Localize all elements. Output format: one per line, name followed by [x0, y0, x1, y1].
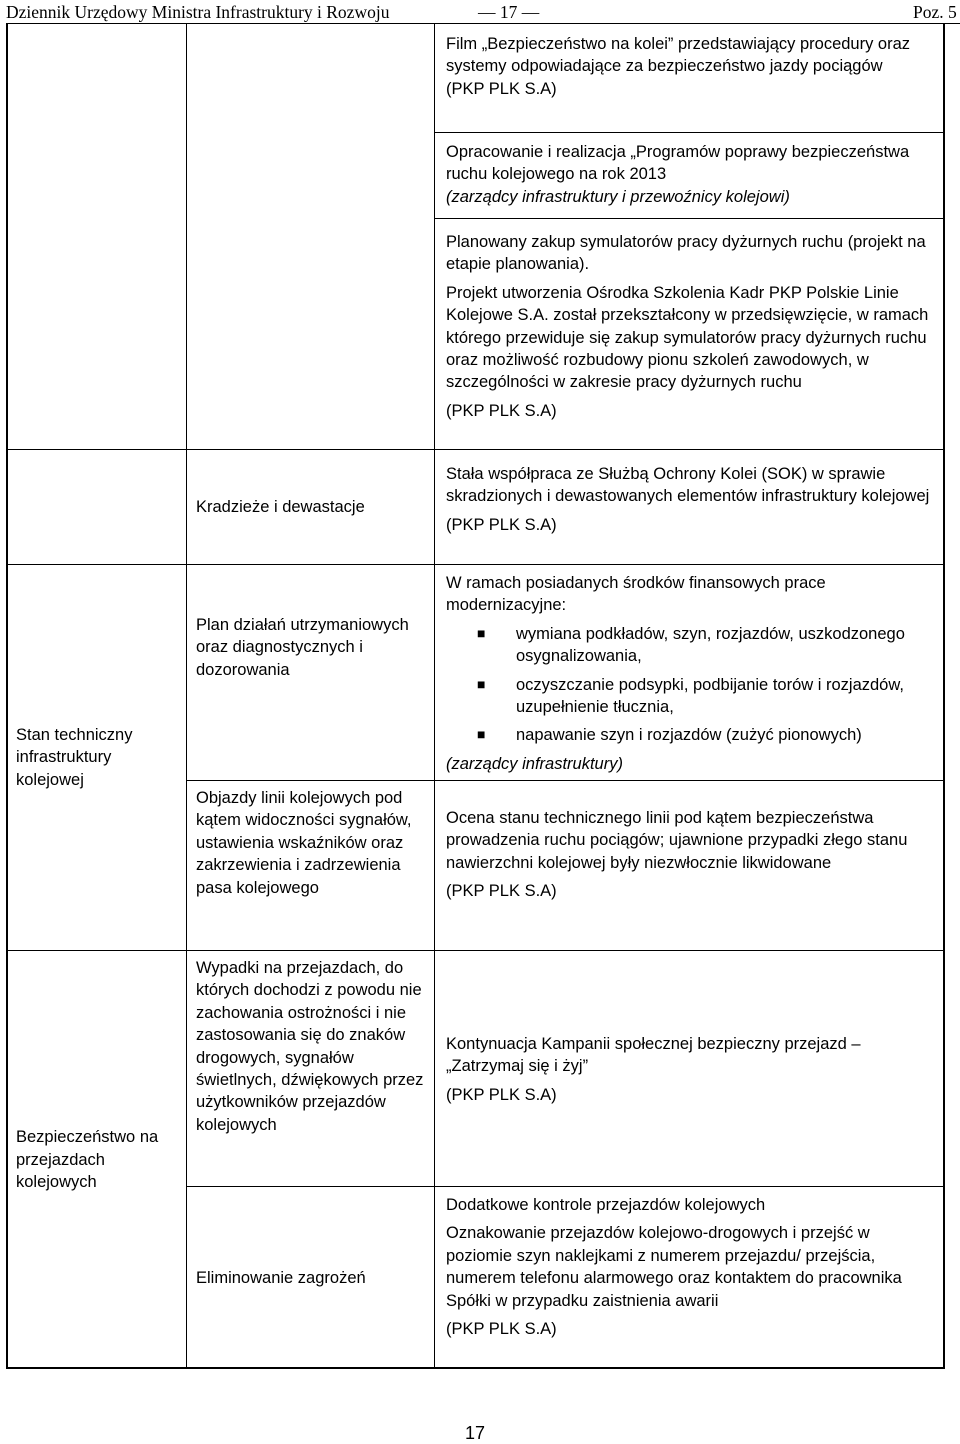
- film-responsible: (PKP PLK S.A): [446, 79, 557, 98]
- maintenance-responsible: (zarządcy infrastruktury): [446, 754, 623, 773]
- row-rule: [6, 449, 945, 450]
- crossing-responsible: (PKP PLK S.A): [446, 1085, 557, 1104]
- square-bullet-icon: ■: [477, 675, 486, 692]
- list-item: ■ oczyszczanie podsypki, podbijanie torów i rozjazdów, uzupełnienie tłucznia,: [477, 675, 904, 717]
- crossing-threat: Wypadki na przejazdach, do których dochodzi z powodu nie zachowania ostrożności i nie zastosowania się do znaków drogowych, sygnałów świetlnych, dźwiękowych przez użytkowników przejazdów kolejowych: [196, 959, 424, 1134]
- film-action: Film „Bezpieczeństwo na kolei” przedstawiający procedury oraz systemy odpowiadające za bezpieczeństwo jazdy pociągów: [446, 35, 911, 76]
- inspection-action: Ocena stanu technicznego linii pod kątem bezpieczeństwa prowadzenia ruchu pociągów; ujawnione przypadki złego stanu nawierzchni kolejowej były niezwłocznie likwidowane: [446, 809, 908, 872]
- simulators-project: Projekt utworzenia Ośrodka Szkolenia Kadr PKP Polskie Linie Kolejowe S.A. został przekształcony w przedsięwzięcie, w ramach którego przewiduje się zakup symulatorów pracy dyżurnych ruchu oraz możliwość rozbudowy pionu szkoleń zawodowych, w szczególności w zakresie pracy dyżurnych ruchu: [446, 283, 929, 392]
- film-cell: [446, 33, 936, 100]
- maintenance-threat: Plan działań utrzymaniowych oraz diagnostycznych i dozorowania: [196, 616, 409, 679]
- theft-action-cell: [446, 463, 940, 536]
- crossing-threat-cell: [196, 957, 428, 1136]
- elimination-marking: Oznakowanie przejazdów kolejowo-drogowych i przejść w poziomie szyn naklejkami z numerem przejazdu/ przejścia, numerem telefonu alarmowego oraz kontaktem do pracownika Spółki w przypadku zaistnienia awarii: [446, 1224, 902, 1310]
- row-rule: [186, 780, 945, 781]
- area-crossings: Bezpieczeństwo na przejazdach kolejowych: [16, 1128, 159, 1192]
- journal-title: Dziennik Urzędowy Ministra Infrastruktury i Rozwoju: [6, 2, 390, 22]
- maintenance-action-cell: [446, 572, 940, 775]
- elimination-threat-cell: [196, 1187, 428, 1369]
- inspection-action-cell: [446, 807, 940, 903]
- simulators-cell: [446, 231, 940, 422]
- programs-action: Opracowanie i realizacja „Programów poprawy bezpieczeństwa ruchu kolejowego na rok 2013: [446, 143, 910, 184]
- col-divider-1: [186, 24, 187, 1369]
- simulators-responsible: (PKP PLK S.A): [446, 401, 557, 420]
- inspection-responsible: (PKP PLK S.A): [446, 882, 557, 901]
- inspection-threat: Objazdy linii kolejowych pod kątem widoczności sygnałów, ustawienia wskaźników oraz zakrzewienia i zadrzewienia pasa kolejowego: [196, 789, 412, 897]
- header-position: Poz. 5: [913, 2, 957, 22]
- maintenance-threat-cell: [196, 614, 428, 681]
- list-item: ■ napawanie szyn i rozjazdów (zużyć pionowych): [477, 726, 862, 745]
- area-technical-cell: [16, 565, 182, 950]
- theft-threat: Kradzieże i dewastacje: [196, 497, 365, 516]
- footer-page-number: 17: [465, 1423, 486, 1443]
- col-divider-2: [434, 24, 435, 1369]
- theft-threat-cell: [196, 450, 428, 564]
- maintenance-list: [446, 623, 940, 747]
- area-technical: Stan techniczny infrastruktury kolejowej: [16, 725, 133, 789]
- elimination-checks: Dodatkowe kontrole przejazdów kolejowych: [446, 1196, 766, 1214]
- theft-responsible: (PKP PLK S.A): [446, 515, 557, 534]
- header-page-number: — 17 —: [478, 2, 540, 22]
- programs-cell: [446, 141, 936, 208]
- elimination-action-cell: [446, 1194, 940, 1340]
- crossing-action-cell: [446, 1033, 940, 1106]
- elimination-responsible: (PKP PLK S.A): [446, 1320, 557, 1339]
- maintenance-intro: W ramach posiadanych środków finansowych prace modernizacyjne:: [446, 574, 826, 615]
- theft-action: Stała współpraca ze Służbą Ochrony Kolei (SOK) w sprawie skradzionych i dewastowanych elementów infrastruktury kolejowej: [446, 465, 930, 506]
- square-bullet-icon: ■: [477, 624, 486, 641]
- elimination-threat: Eliminowanie zagrożeń: [196, 1268, 366, 1287]
- square-bullet-icon: ■: [477, 726, 486, 743]
- crossing-action: Kontynuacja Kampanii społecznej bezpieczny przejazd – „Zatrzymaj się i żyj”: [446, 1035, 861, 1076]
- page-header: [0, 0, 960, 24]
- list-item: ■ wymiana podkładów, szyn, rozjazdów, uszkodzonego osygnalizowania,: [477, 624, 905, 666]
- inspection-threat-cell: [196, 787, 428, 899]
- area-crossings-cell: [16, 951, 182, 1369]
- simulators-plan: Planowany zakup symulatorów pracy dyżurnych ruchu (projekt na etapie planowania).: [446, 233, 926, 274]
- programs-responsible: (zarządcy infrastruktury i przewoźnicy kolejowi): [446, 187, 790, 206]
- row-rule: [434, 132, 945, 133]
- row-rule: [434, 218, 945, 219]
